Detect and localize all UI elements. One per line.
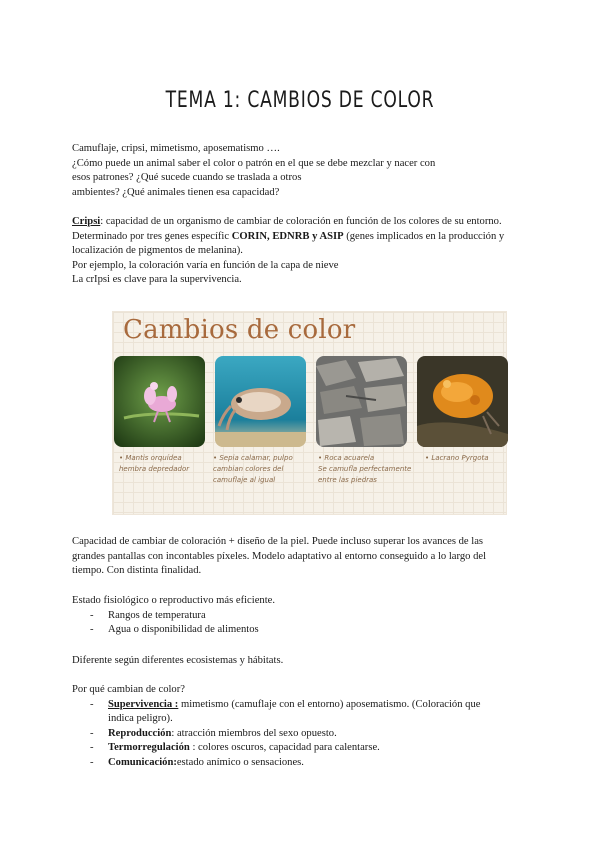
cripsi-paragraph — [72, 215, 537, 288]
item-term: Comunicación: — [108, 756, 177, 768]
genes-suffix: (genes implicados en la producción y — [343, 230, 505, 242]
cripsi-example: Por ejemplo, la coloración varía en función de la capa de nieve — [72, 259, 339, 271]
cripsi-genes-line — [72, 230, 537, 245]
ecosistemas-paragraph — [72, 654, 542, 669]
list-item — [72, 741, 542, 756]
list-item — [72, 756, 542, 771]
intro-line: esos patrones? ¿Qué sucede cuando se traslada a otros — [72, 172, 302, 184]
intro-line: Camuflaje, cripsi, mimetismo, aposematismo …. — [72, 143, 280, 154]
caption-line: hembra depredador — [119, 465, 190, 473]
orange-insect-photo — [417, 356, 508, 447]
caption-insect — [425, 453, 521, 464]
estado-heading: Estado fisiológico o reproductivo más eficiente. — [72, 595, 275, 606]
item-text: mimetismo (camuflaje con el entorno) aposematismo. (Coloración que — [178, 698, 481, 710]
list-item — [72, 727, 542, 742]
cripsi-term: Cripsi — [72, 216, 101, 227]
caption-line: • Lacrano Pyrgota — [425, 454, 489, 462]
ecosistemas-line: Diferente según diferentes ecosistemas y hábitats. — [72, 655, 284, 666]
caption-line: • Roca acuarela — [318, 454, 375, 462]
capacidad-line: Capacidad de cambiar de coloración + diseño de la piel. Puede incluso superar los avances de las — [72, 536, 484, 547]
cripsi-key: La crIpsi es clave para la supervivencia. — [72, 274, 242, 286]
item-term: Termorregulación — [108, 742, 190, 754]
intro-line: ¿Cómo puede un animal saber el color o patrón en el que se debe mezclar y nacer con — [72, 157, 436, 169]
caption-line: entre las piedras — [318, 476, 377, 484]
genes-prefix: Determinado por tres genes específic — [72, 230, 232, 242]
estado-section — [72, 594, 542, 638]
cambios-de-color-slide — [112, 311, 507, 515]
page-title: TEMA 1: CAMBIOS DE COLOR — [165, 88, 435, 113]
item-text: estado anímico o sensaciones. — [176, 756, 304, 768]
caption-line: • Mantis orquídea — [119, 454, 182, 462]
caption-line: cambian colores del — [213, 465, 284, 473]
cripsi-definition-line — [72, 215, 537, 230]
estado-list — [72, 609, 542, 638]
cripsi-definition: : capacidad de un organismo de cambiar de coloración en función de los colores de su entorno. — [100, 216, 502, 227]
slide-title: Cambios de color — [123, 315, 356, 345]
item-text: : colores oscuros, capacidad para calentarse. — [189, 742, 380, 754]
item-text-continued: indica peligro). — [108, 713, 173, 725]
capacidad-line: tiempo. Con distinta finalidad. — [72, 565, 202, 577]
item-text: : atracción miembros del sexo opuesto. — [171, 727, 337, 739]
item-term: Reproducción — [108, 727, 172, 739]
intro-line: ambientes? ¿Qué animales tienen esa capacidad? — [72, 186, 280, 198]
genes-line-2: localización de pigmentos de melanina). — [72, 245, 243, 257]
porque-section — [72, 683, 542, 771]
rocks-camouflage-photo — [316, 356, 407, 447]
caption-cuttlefish — [213, 453, 313, 486]
genes-names: CORIN, EDNRB y ASIP — [231, 230, 344, 242]
porque-list — [72, 698, 542, 771]
item-term: Supervivencia : — [108, 698, 179, 710]
orchid-mantis-photo — [114, 356, 205, 447]
list-item: - Rangos de temperatura — [72, 609, 542, 624]
caption-orchid-mantis — [119, 453, 215, 475]
cuttlefish-photo — [215, 356, 306, 447]
caption-rocks — [318, 453, 414, 486]
caption-line: • Sepia calamar, pulpo — [213, 454, 293, 462]
capacidad-paragraph — [72, 535, 542, 579]
porque-heading: Por qué cambian de color? — [72, 684, 185, 695]
list-item — [72, 698, 542, 727]
intro-paragraph — [72, 142, 542, 200]
caption-line: camuflaje al igual — [213, 476, 276, 484]
caption-line: Se camufla perfectamente — [318, 465, 412, 473]
list-item: - Agua o disponibilidad de alimentos — [72, 623, 542, 638]
capacidad-line: grandes pantallas con incontables píxeles. Modelo adaptativo al entorno conseguido a lo largo del — [72, 550, 487, 562]
